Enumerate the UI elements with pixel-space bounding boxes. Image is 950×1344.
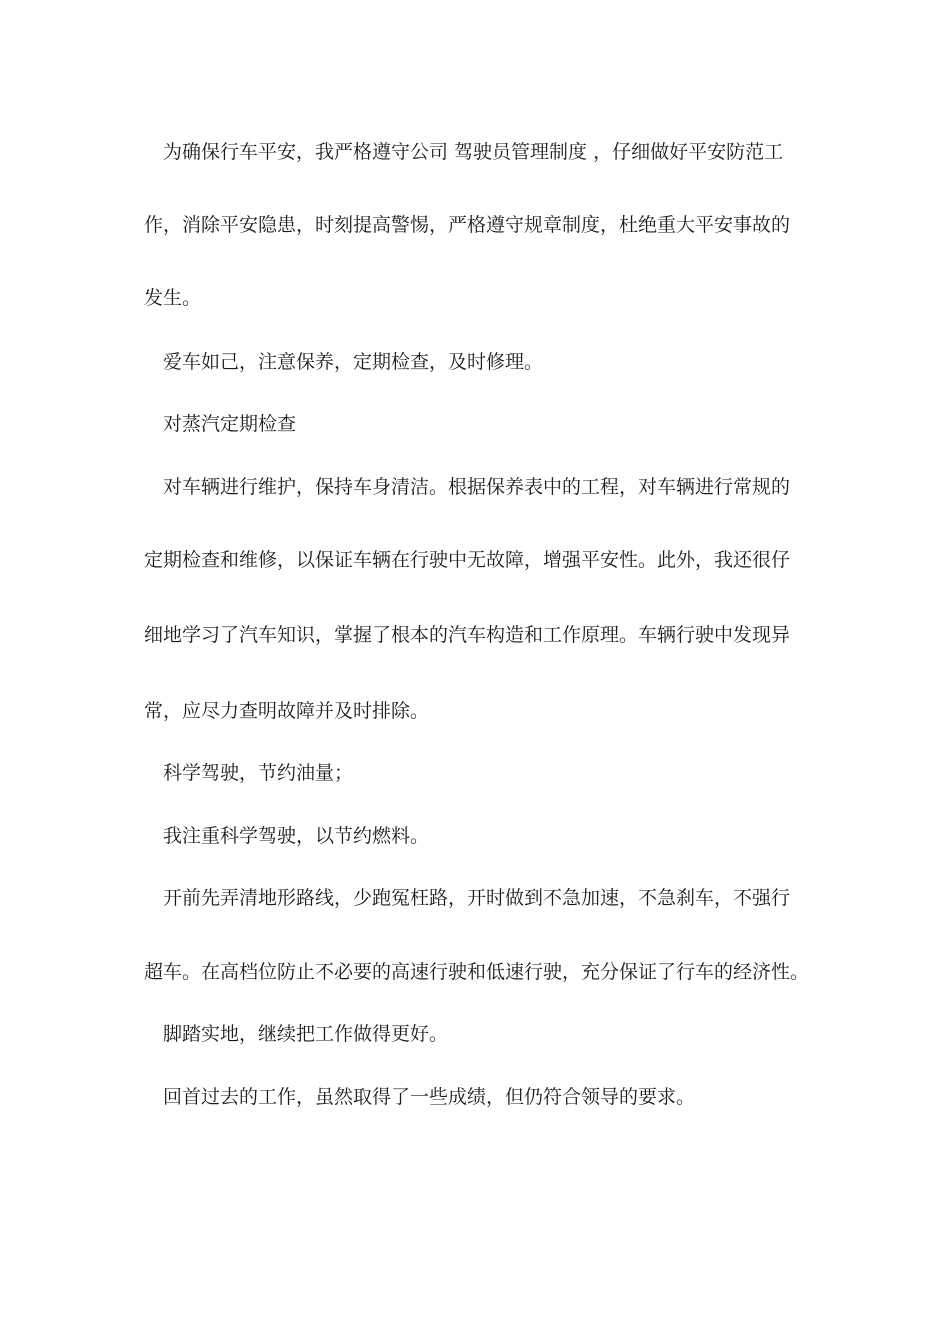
paragraph-line: 开前先弄清地形路线，少跑冤枉路，开时做到不急加速，不急刹车，不强行 bbox=[163, 887, 791, 909]
paragraph-line: 对车辆进行维护，保持车身清洁。根据保养表中的工程，对车辆进行常规的 bbox=[163, 476, 791, 498]
paragraph-line: 回首过去的工作，虽然取得了一些成绩，但仍符合领导的要求。 bbox=[163, 1086, 696, 1108]
paragraph-line: 为确保行车平安，我严格遵守公司 驾驶员管理制度 ，仔细做好平安防范工 bbox=[163, 141, 784, 163]
paragraph-line: 作，消除平安隐患，时刻提高警惕，严格遵守规章制度，杜绝重大平安事故的 bbox=[144, 214, 791, 236]
paragraph-line: 爱车如己，注意保养，定期检查，及时修理。 bbox=[163, 351, 544, 373]
paragraph-line: 科学驾驶，节约油量； bbox=[163, 762, 354, 784]
paragraph-line: 定期检查和维修，以保证车辆在行驶中无故障，增强平安性。此外，我还很仔 bbox=[144, 549, 791, 571]
paragraph-line: 超车。在高档位防止不必要的高速行驶和低速行驶，充分保证了行车的经济性。 bbox=[144, 961, 810, 983]
paragraph-line: 发生。 bbox=[144, 287, 202, 309]
paragraph-line: 我注重科学驾驶，以节约燃料。 bbox=[163, 825, 430, 847]
paragraph-line: 常，应尽力查明故障并及时排除。 bbox=[144, 700, 430, 722]
paragraph-line: 对蒸汽定期检查 bbox=[163, 413, 297, 435]
paragraph-line: 脚踏实地，继续把工作做得更好。 bbox=[163, 1023, 449, 1045]
paragraph-line: 细地学习了汽车知识，掌握了根本的汽车构造和工作原理。车辆行驶中发现异 bbox=[144, 624, 791, 646]
